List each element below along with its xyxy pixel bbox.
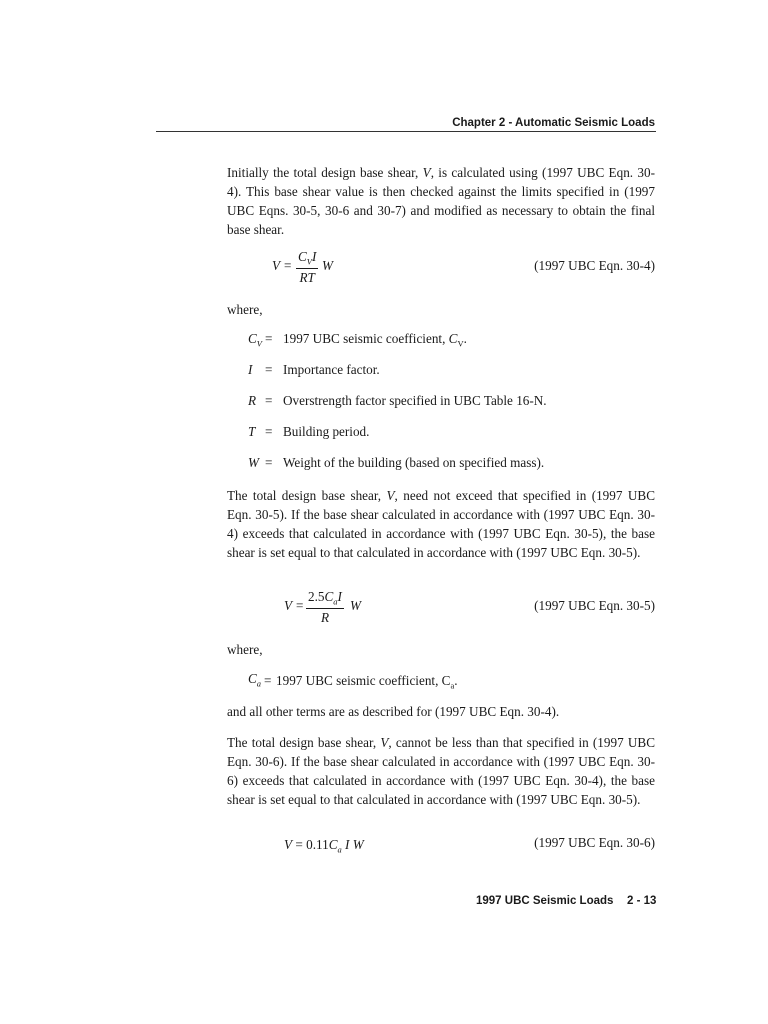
term-t-description: Building period.	[283, 424, 370, 439]
eq-30-6-ref: (1997 UBC Eqn. 30-6)	[534, 835, 655, 850]
running-header: Chapter 2 - Automatic Seismic Loads	[452, 117, 655, 129]
eq-30-4-rhs: W	[322, 258, 333, 273]
term-ca-equals: =	[264, 673, 272, 688]
term-cv-equals: =	[265, 331, 273, 346]
footer-section-title: 1997 UBC Seismic Loads	[476, 895, 614, 907]
term-cv-symbol: $C_V$	[248, 331, 262, 349]
term-ca-description: 1997 UBC seismic coefficient, $C_a$.	[276, 673, 458, 691]
term-w-description: Weight of the building (based on specified mass).	[283, 455, 545, 470]
eq-30-6: $V = 0.11C_a$ I W	[284, 837, 364, 855]
term-w-equals: =	[265, 455, 273, 470]
term-cv-description: 1997 UBC seismic coefficient, $C_V$.	[283, 331, 467, 349]
paragraph-lower-limit: The total design base shear, V, cannot be less than that specified in (1997 UBC Eqn. 30-6). If the base shear calculated in accordance with (1997 UBC Eqn. 30-6) exceeds that calculated in accordance with (1997 UBC Eqn. 30-4), the base shear is set equal to that calculated in accordance with (1997 UBC Eqn. 30-5).	[227, 735, 655, 807]
eq-30-5-rhs: W	[350, 598, 361, 613]
term-i-description: Importance factor.	[283, 362, 380, 377]
term-t-symbol: T	[248, 424, 256, 439]
header-rule	[156, 131, 656, 132]
where-label-2: where,	[227, 642, 263, 657]
paragraph-other-terms: and all other terms are as described for (1997 UBC Eqn. 30-4).	[227, 704, 560, 719]
eq-30-4-ref: (1997 UBC Eqn. 30-4)	[534, 258, 655, 273]
term-r-symbol: R	[248, 393, 257, 408]
term-t-equals: =	[265, 424, 273, 439]
term-w-symbol: W	[248, 455, 259, 470]
paragraph-intro: Initially the total design base shear, V, is calculated using (1997 UBC Eqn. 30-4). This base shear value is then checked against the limits specified in (1997 UBC Eqns. 30-5, 30-6 and 30-7) and modified as necessary to obtain the final base shear.	[227, 165, 655, 237]
footer-page-number: 2 - 13	[627, 895, 657, 907]
eq-30-4-lhs: V =	[272, 258, 293, 273]
term-i-symbol: I	[248, 362, 253, 377]
eq-30-4-fraction: $C_VI$ RT	[298, 249, 317, 285]
where-label-1: where,	[227, 302, 263, 317]
paragraph-upper-limit: The total design base shear, V, need not exceed that specified in (1997 UBC Eqn. 30-5). If the base shear calculated in accordance with (1997 UBC Eqn. 30-4) exceeds that calculated in accordance with (1997 UBC Eqn. 30-5), the base shear is set equal to that calculated in accordance with (1997 UBC Eqn. 30-5).	[227, 488, 655, 560]
eq-30-5-fraction: $2.5C_aI$ R	[308, 589, 342, 625]
term-r-equals: =	[265, 393, 273, 408]
term-ca-symbol: $C_a$	[248, 671, 262, 689]
eq-30-5-ref: (1997 UBC Eqn. 30-5)	[534, 598, 655, 613]
term-r-description: Overstrength factor specified in UBC Table 16-N.	[283, 393, 547, 408]
term-i-equals: =	[265, 362, 273, 377]
eq-30-5-lhs: V =	[284, 598, 305, 613]
